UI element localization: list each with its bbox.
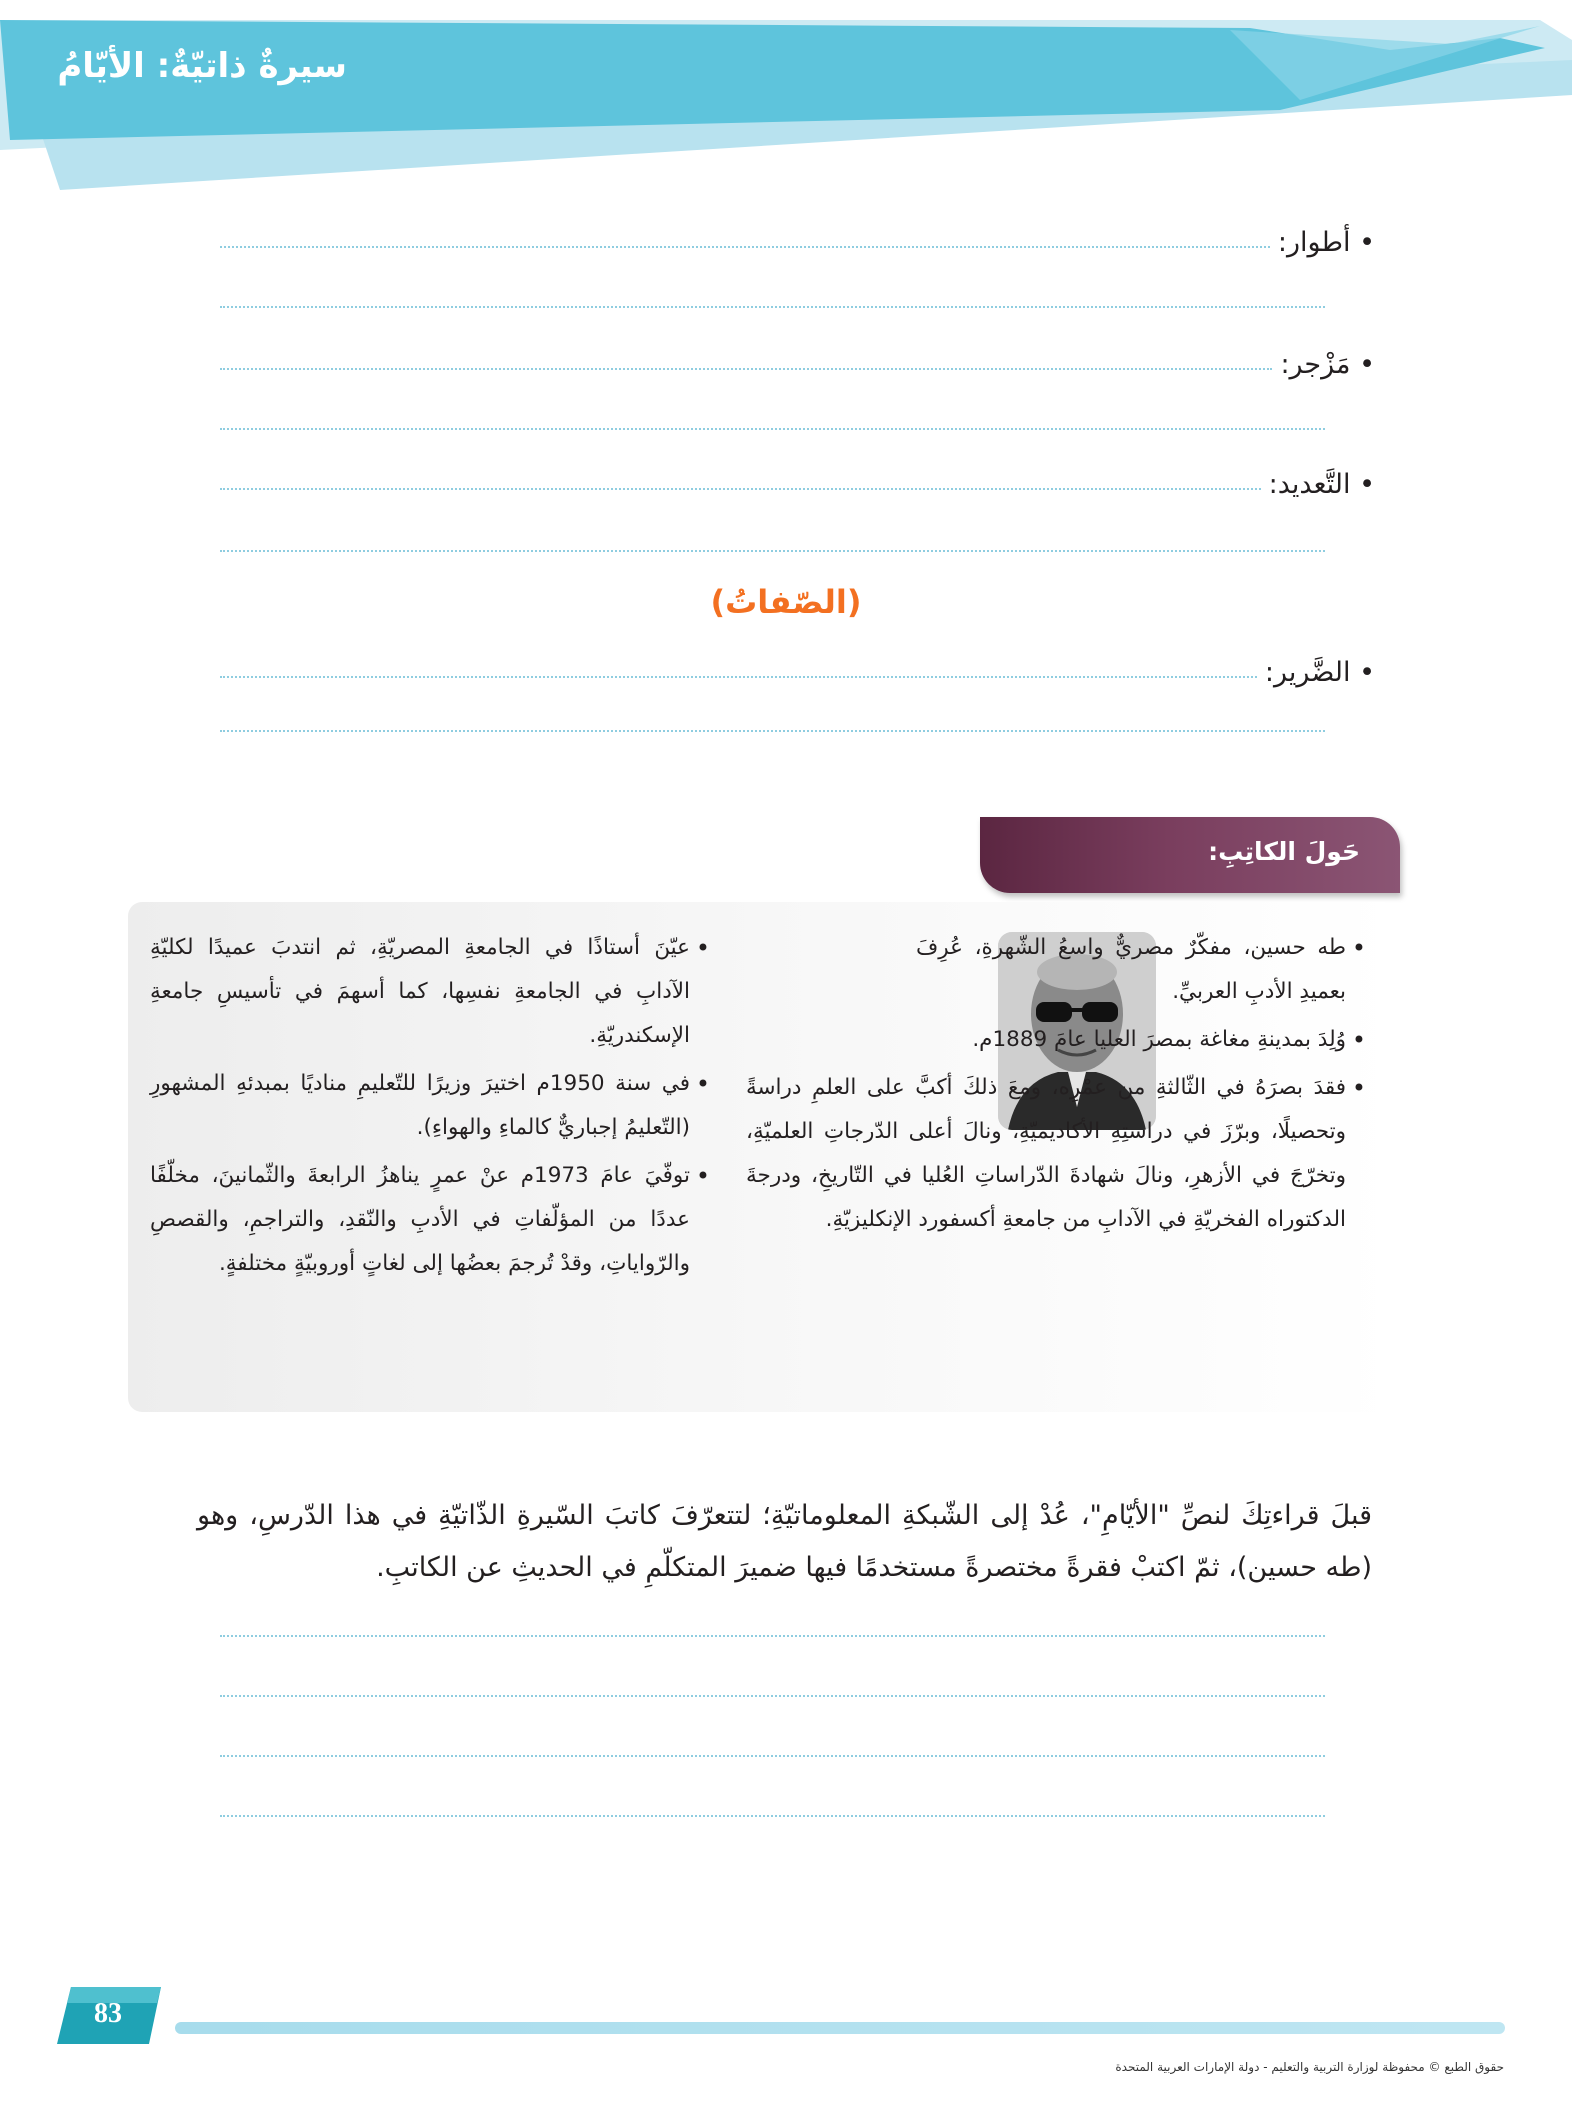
vocab-item: [220, 218, 1375, 258]
page-title: سيرةٌ ذاتيّةٌ: الأيّامُ: [57, 46, 347, 86]
vocab-term: • أطوار:: [1270, 227, 1375, 258]
list-item: • وُلِدَ بمدينةِ مغاغة بمصرَ العليا عامَ 1889م.: [916, 1018, 1366, 1062]
answer-line[interactable]: [220, 245, 1270, 248]
vocab-term: • التَّعديد:: [1261, 469, 1375, 500]
vocab-item: [220, 648, 1375, 688]
banner-title: حَولَ الكاتِبِ:: [1208, 837, 1360, 866]
author-facts-right-column: [746, 926, 1366, 1246]
vocab-term: • الضَّرير:: [1257, 657, 1375, 688]
section-heading-qualities: (الصّفاتُ): [710, 583, 862, 621]
page-header: [0, 0, 1572, 200]
list-item: • في سنة 1950م اختيرَ وزيرًا للتّعليمِ مناديًا بمبدئهِ المشهورِ (التّعليمُ إجباريٌّ كالماءِ والهواءِ).: [150, 1062, 710, 1150]
research-question: قبلَ قراءتِكَ لنصِّ "الأيّامِ"، عُدْ إلى الشّبكةِ المعلوماتيّةِ؛ لتتعرّفَ كاتبَ السّيرةِ الذّاتيّةِ في هذا الدّرسِ، وهو (طه حسين)، ثمّ اكتبْ فقرةً مختصرةً مستخدمًا فيها ضميرَ المتكلّمِ في الحديثِ عن الكاتبِ.: [197, 1500, 1372, 1583]
answer-line[interactable]: [220, 367, 1272, 370]
list-item: • عيّنَ أستاذًا في الجامعةِ المصريّةِ، ثم انتدبَ عميدًا لكليّةِ الآدابِ في الجامعةِ نفسِها، كما أسهمَ في تأسيسِ جامعةِ الإسكندريّةِ.: [150, 926, 710, 1058]
vocab-item: [220, 460, 1375, 500]
answer-line[interactable]: [220, 1815, 1325, 1817]
answer-line[interactable]: [220, 550, 1325, 552]
footer-bar: [175, 2022, 1505, 2034]
answer-line[interactable]: [220, 487, 1261, 490]
list-item: • فقدَ بصرَهُ في الثّالثةِ من عمْرِه، ومعَ ذلكَ أكبَّ على العلمِ دراسةً وتحصيلًا، وبرّزَ في دراستِهِ الأكاديميّةِ، ونالَ أعلى الدّرجاتِ العلميّةِ، وتخرّجَ في الأزهرِ، ونالَ شهادةَ الدّراساتِ العُليا في التّاريخِ، ودرجةَ الدكتوراه الفخريّةِ في الآدابِ من جامعةِ أكسفورد الإنكليزيّةِ.: [746, 1066, 1366, 1242]
page-number: 83: [94, 1998, 122, 2029]
list-item: • توفّيَ عامَ 1973م عنْ عمرٍ يناهزُ الرابعةَ والثّمانينَ، مخلّفًا عددًا من المؤلّفاتِ في الأدبِ والنّقدِ، والتراجمِ، والقصصِ والرّواياتِ، وقدْ تُرجمَ بعضُها إلى لغاتٍ أوروبيّةٍ مختلفةٍ.: [150, 1154, 710, 1286]
vocab-item: [220, 340, 1375, 380]
vocab-term: • مَزْجر:: [1272, 349, 1375, 380]
answer-line[interactable]: [220, 1755, 1325, 1757]
answer-line[interactable]: [220, 1635, 1325, 1637]
answer-line[interactable]: [220, 730, 1325, 732]
author-info-box: [128, 902, 1398, 1412]
header-ribbon-graphic: [0, 0, 1572, 200]
answer-line[interactable]: [220, 428, 1325, 430]
list-item: • طه حسين، مفكّرٌ مصريٌّ واسعُ الشّهرةِ، عُرِفَ بعميدِ الأدبِ العربيِّ.: [916, 926, 1366, 1014]
answer-line[interactable]: [220, 1695, 1325, 1697]
answer-line[interactable]: [220, 675, 1257, 678]
copyright-notice: حقوق الطبع © محفوظة لوزارة التربية والتعليم - دولة الإمارات العربية المتحدة: [1115, 2060, 1504, 2074]
answer-line[interactable]: [220, 306, 1325, 308]
author-facts-left-column: [150, 926, 710, 1290]
about-author-banner: [980, 817, 1400, 893]
